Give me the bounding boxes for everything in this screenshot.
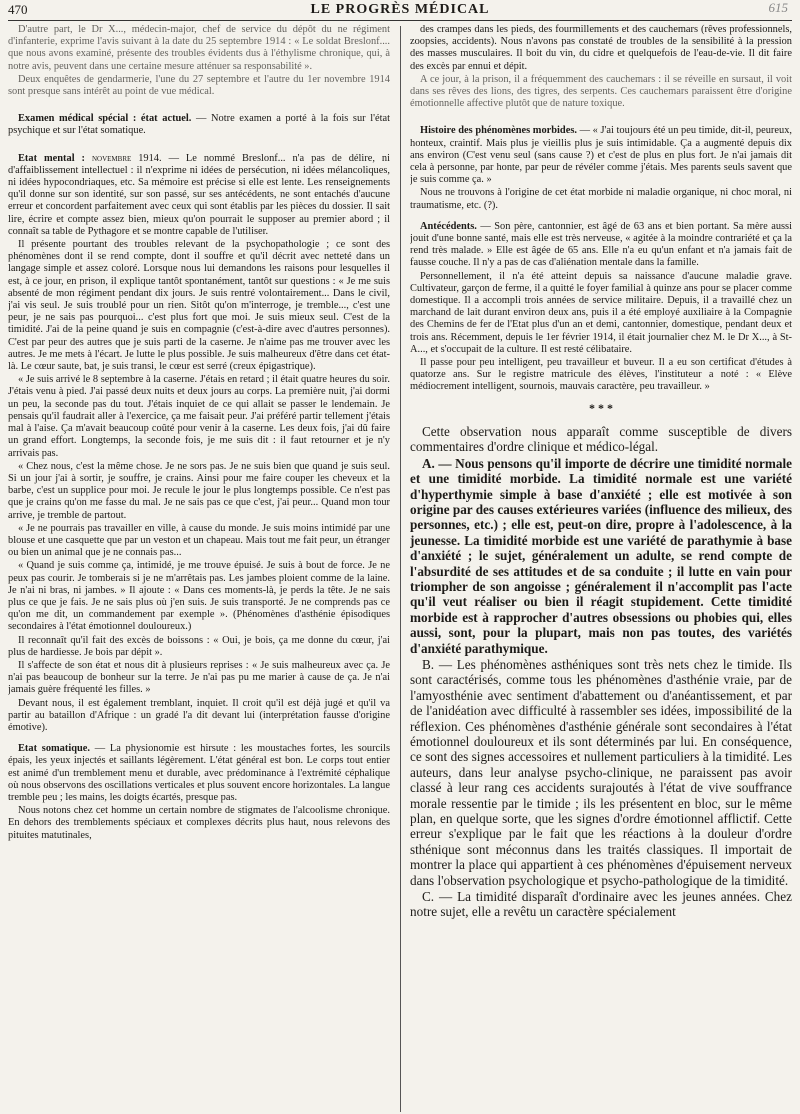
section-separator-stars: * * *	[589, 400, 613, 415]
section-antecedents	[410, 221, 792, 270]
heading-examen: Examen médical spécial : état actuel.	[18, 113, 192, 125]
paragraph-prison: A ce jour, à la prison, il a fréquemment des cauchemars : il se réveille en sursaut, il voit dans ses rêves des lions, des tigres, des serpents. Ces cauchemars paraissent être d'origine émotionnelle affective plutôt que de nature toxique.	[410, 73, 792, 110]
text-etat-somatique: — La physionomie est hirsute : les moustaches fortes, les sourcils épais, les yeux injectés et saillants légèrement. L'état général est bon. Le corps tout entier est animé d'un tremblement menu et durable, avec prédominance à l'extrémité céphalique où nous observons des oscillations verticales et plus souvent encore horizontales. La langue tremble peu ; les mains, les doigts écartés, presque pas.	[8, 743, 390, 803]
page-number: 470	[8, 2, 28, 17]
section-examen	[8, 113, 390, 137]
heading-histoire: Histoire des phénomènes morbides.	[420, 125, 577, 137]
heading-antecedents: Antécédents.	[420, 220, 477, 232]
date-etat-mental: novembre 1914.	[91, 152, 162, 164]
paragraph-a: A. — Nous pensons qu'il importe de décrire une timidité normale et une timidité morbide. La timidité normale est une variété d'hyperthymie simple à base d'anxiété ; elle est motivée à son origine par des causes extérieures variées (influence des milieux, des personnes, etc.) ; elle est, peut-on dire, propre à l'adolescence, à la jeunesse. La timidité morbide est une variété de parathymie à base d'anxiété ; le sujet, généralement un adulte, se rend compte de l'absurdité de ses attitudes et de sa conduite ; il lutte en vain pour triompher de son angoisse ; généralement il n'accomplit pas l'acte qu'il veut réaliser ou bien il réagit stupidement. Cette timidité morbide est à rapprocher d'autres obsessions ou phobies qui, elles aussi, sont, pour la plupart, mais non pas toutes, des variétés d'anxiété parathymique.	[410, 455, 792, 656]
section-etat-mental	[8, 153, 390, 238]
paragraph-troubles: Il présente pourtant des troubles relevant de la psychopathologie ; ce sont des phénomènes dont il se rend compte, dont il souffre et qu'il décrit avec netteté dans un langage simple et assez coloré. Lorsque nous lui demandons les raisons pour lesquelles il est, à ce jour, en prison, il explique tantôt spontanément, tantôt sur questions : « Je me suis absenté de mon régiment pendant dix jours. Je suis rentré volontairement... Dans le civil, j'ai vis seul. Je suis troublé pour un rien. Sitôt qu'on m'interroge, je tremble..., c'est une peur, je ne sais pas pourquoi... c'est plus fort que moi. Je suis mieux seul. C'est de la timidité. J'ai de la peine quand je suis en compagnie (c'est-à-dire avec d'autres personnes). C'est par peur des autres que je suis parti de la caserne. Je n'aime pas me trouver avec les autres. Je me mets à l'écart. Je lutte le plus possible. Je suis malheureux d'être dans cet état-là. Le cœur saute, bat, je suis transi, le cœur est serré (creux épigastrique).	[8, 239, 390, 373]
paragraph-boissons: Il reconnaît qu'il fait des excès de boissons : « Oui, je bois, ça me donne du cœur, j'ai plus de hardiesse. Je bois par dépit ».	[8, 634, 390, 658]
paragraph-intro: D'autre part, le Dr X..., médecin-major, chef de service du dépôt du ne régiment d'infanterie, exprime l'avis suivant à la date du 25 septembre 1914 : « Le soldat Breslonf.... que nous avons examiné, présente des troubles évidents dus à l'éthylisme chronique, qui, à notre avis, peuvent dans une certaine mesure atténuer sa responsabilité ».	[8, 24, 390, 72]
column-divider	[400, 26, 401, 1112]
heading-etat-mental: Etat mental :	[18, 152, 86, 164]
paragraph-enquetes: Deux enquêtes de gendarmerie, l'une du 27 septembre et l'autre du 1er novembre 1914 sont presque sans intérêt au point de vue médical.	[8, 73, 390, 98]
paragraph-travailler: « Je ne pourrais pas travailler en ville, à cause du monde. Je suis moins intimidé par une blouse et une casquette que par un veston et un chapeau. Mais tout me fait peur, un étranger ou bien un animal que je ne connais pas...	[8, 522, 390, 559]
left-column	[8, 24, 390, 1112]
header-rule	[8, 20, 792, 21]
heading-etat-somatique: Etat somatique.	[18, 743, 90, 755]
paragraph-arrive: « Je suis arrivé le 8 septembre à la caserne. J'étais en retard ; il était quatre heures du soir. J'étais venu à pied. J'ai passé deux nuits et deux jours au corps. La première nuit, j'ai dormi un peu, la seconde pas du tout. J'étais inquiet de ce qui allait se passer le lendemain. Je pensais qu'il faudrait aller à l'exercice, ça me faisait peur. J'ai préféré partir tellement j'étais mal à l'aise. Ça m'avait beaucoup coûté pour venir à la caserne. Les deux fois, j'ai dû faire un grand effort. Longtemps, la seconde fois, je me suis dit : il faut retourner et je n'y arrivais pas.	[8, 374, 390, 459]
paragraph-origine: Nous ne trouvons à l'origine de cet état morbide ni maladie organique, ni choc moral, ni traumatisme, etc. (?).	[410, 187, 792, 211]
text-antecedents: — Son père, cantonnier, est âgé de 63 ans et bien portant. Sa mère aussi jouit d'une bonne santé, mais elle est très nerveuse, « agitée à la moindre contrariété et ça la rend très malade. » Elle est âgée de 65 ans. Elle n'a eu qu'un enfant et n'a jamais fait de fausse couche. Il n'y a pas de cas d'aliénation mentale dans la famille.	[410, 220, 792, 269]
section-etat-somatique	[8, 743, 390, 804]
paragraph-devant: Devant nous, il est également tremblant, inquiet. Il croit qu'il est déjà jugé et qu'il va partir au bataillon d'Afrique : un gradé l'a dit devant lui (interprétation fausse d'origine émotive).	[8, 697, 390, 733]
text-etat-mental: — Le nommé Breslonf... n'a pas de délire, ni d'affaiblissement intellectuel : il n'exprime ni idées de persécution, ni idées mélancoliques, ni idées hypocondriaques, etc. Sa mémoire est précise si elle est lente. Les renseignements qu'il donne sur son identité, sur son passé, sur ses antécédents, ne sont entachés d'aucune erreur et concordent parfaitement avec ceux qui sont établis par les pièces du dossier. Il sait lire, écrire et compte assez bien, mieux qu'on pourrait le supposer au premier abord ; il connaît sa table de Pythagore et se montre capable de l'utiliser.	[8, 152, 390, 237]
paragraph-quand: « Quand je suis comme ça, intimidé, je me trouve épuisé. Je suis à bout de force. Je ne peux pas courir. Je tomberais si je ne m'arrêtais pas. Les jambes ploient comme de la laine. Je n'ai ni bras, ni jambes. » Il ajoute : « Dans ces moments-là, je perds la tête. Je ne sais plus ce que je fais. Je ne sais plus où j'en suis. Je suis transporté. Je ne comprends pas ce qu'on me dit, un commandement par exemple ». (Phénomènes d'asthénie épisodiques secondaires à l'état émotionnel douloureux.)	[8, 560, 390, 633]
journal-title: LE PROGRÈS MÉDICAL	[310, 2, 490, 17]
paragraph-b: B. — Les phénomènes asthéniques sont très nets chez le timide. Ils sont caractérisés, comme tous les phénomènes d'asthénie vraie, par de l'amyosthénie avec sentiment d'abattement ou d'anéantissement, et par de l'anidéation avec difficulté à rassembler ses idées, impossibilité de la réflexion. Ces phénomènes d'asthénie générale sont secondaires à l'état émotionnel douloureux et ils sont déterminés par lui. En conséquence, ce sont des signes accessoires et nullement particuliers à la timidité. Les auteurs, dans leur analyse psycho-clinique, ne paraissent pas avoir classé à leur rang ces accidents surajoutés à l'état de vive souffrance morale ressentie par le timide ; ils les présentent en bloc, sur le même plan, en quelque sorte, que les signes d'ordre émotionnel afflictif. Cette erreur s'explique par le fait que les réactions à la douleur d'ordre sthénique sont méconnus dans les traités classiques. Il importait de montrer la place qui appartient à ces phénomènes d'épuisement nerveux dans l'observation psychologique et psycho-pathologique de la timidité.	[410, 656, 792, 888]
paragraph-c: C. — La timidité disparaît d'ordinaire avec les jeunes années. Chez notre sujet, elle a revêtu un caractère spécialement	[410, 889, 792, 920]
paragraph-observation: Cette observation nous apparaît comme susceptible de divers commentaires d'ordre clinique et médico-légal.	[410, 423, 792, 455]
text-examen: — Notre examen a porté à la fois sur l'état psychique et sur l'état somatique.	[8, 113, 390, 137]
commentary-block	[410, 424, 792, 920]
paragraph-chez-nous: « Chez nous, c'est la même chose. Je ne sors pas. Je ne suis bien que quand je suis seul. Si un jour j'ai à sortir, je souffre, je crains. Ainsi pour me faire couper les cheveux et la barbe, c'est un supplice pour moi. Je recule le jour le plus longtemps possible. Ce n'est pas que je crains qu'on me fasse du mal. Je ne sais pas ce que c'est, j'ai peur... Quand mon tour arrive, je tremble de partout.	[8, 460, 390, 521]
page-header	[8, 2, 792, 20]
right-column	[410, 24, 792, 1112]
text-histoire: — « J'ai toujours été un peu timide, dit-il, peureux, honteux, craintif. Mais plus je vieillis plus je suis intimidable. Ça a augmenté depuis dix ans environ (C'est venu seul (sans cause ?) et c'est de plus en plus fort. Je n'ai jamais dit cela à personne, par honte, par peur de révéler comme j'étais. Mes parents seuls savent que je suis comme ça. »	[410, 125, 792, 186]
handwritten-mark: 615	[768, 0, 788, 15]
paragraph-personnellement: Personnellement, il n'a été atteint depuis sa naissance d'aucune maladie grave. Cultivateur, garçon de ferme, il a quitté le foyer familial à quinze ans pour se placer comme domestique. Il a accompli trois années de service militaire. Depuis, il a travaillé chez un marchand de lait durant environ deux ans, puis il a été employé auxiliaire à la Compagnie des Chemins de fer de l'Etat plus d'un an et demi, cantonnier, domestique, pendant deux et trois ans. Récemment, depuis le 1er février 1914, il était journalier chez M. le Dr X..., à St-A..., et s'occupait de la culture. Il est resté célibataire.	[410, 270, 792, 355]
section-histoire	[410, 125, 792, 186]
paragraph-passe: Il passe pour peu intelligent, peu travailleur et buveur. Il a eu son certificat d'études à quatorze ans. Sur le registre matricule des élèves, l'instituteur a noté : « Elève médiocrement intelligent, sournois, mauvais caractère, peu travailleur. »	[410, 357, 792, 393]
paragraph-affecte: Il s'affecte de son état et nous dit à plusieurs reprises : « Je suis malheureux avec ça. Je n'ai pas beaucoup de bonheur sur la terre. Je n'ai pas pu me marier à cause de ça. Je n'ai jamais guère fréquenté les filles. »	[8, 659, 390, 696]
paragraph-stigmates: Nous notons chez cet homme un certain nombre de stigmates de l'alcoolisme chronique. En dehors des tremblements spéciaux et complexes décrits plus haut, nous relevons des pituites matutinales,	[8, 805, 390, 841]
paragraph-crampes: des crampes dans les pieds, des fourmillements et des cauchemars (rêves professionnels, zoopsies, accidents). Nous n'avons pas constaté de troubles de la sensibilité à la pression des masses musculaires. Il boit du vin, du cidre et quelquefois de l'eau-de-vie. Il dit faire des excès par ennui et dépit.	[410, 24, 792, 72]
